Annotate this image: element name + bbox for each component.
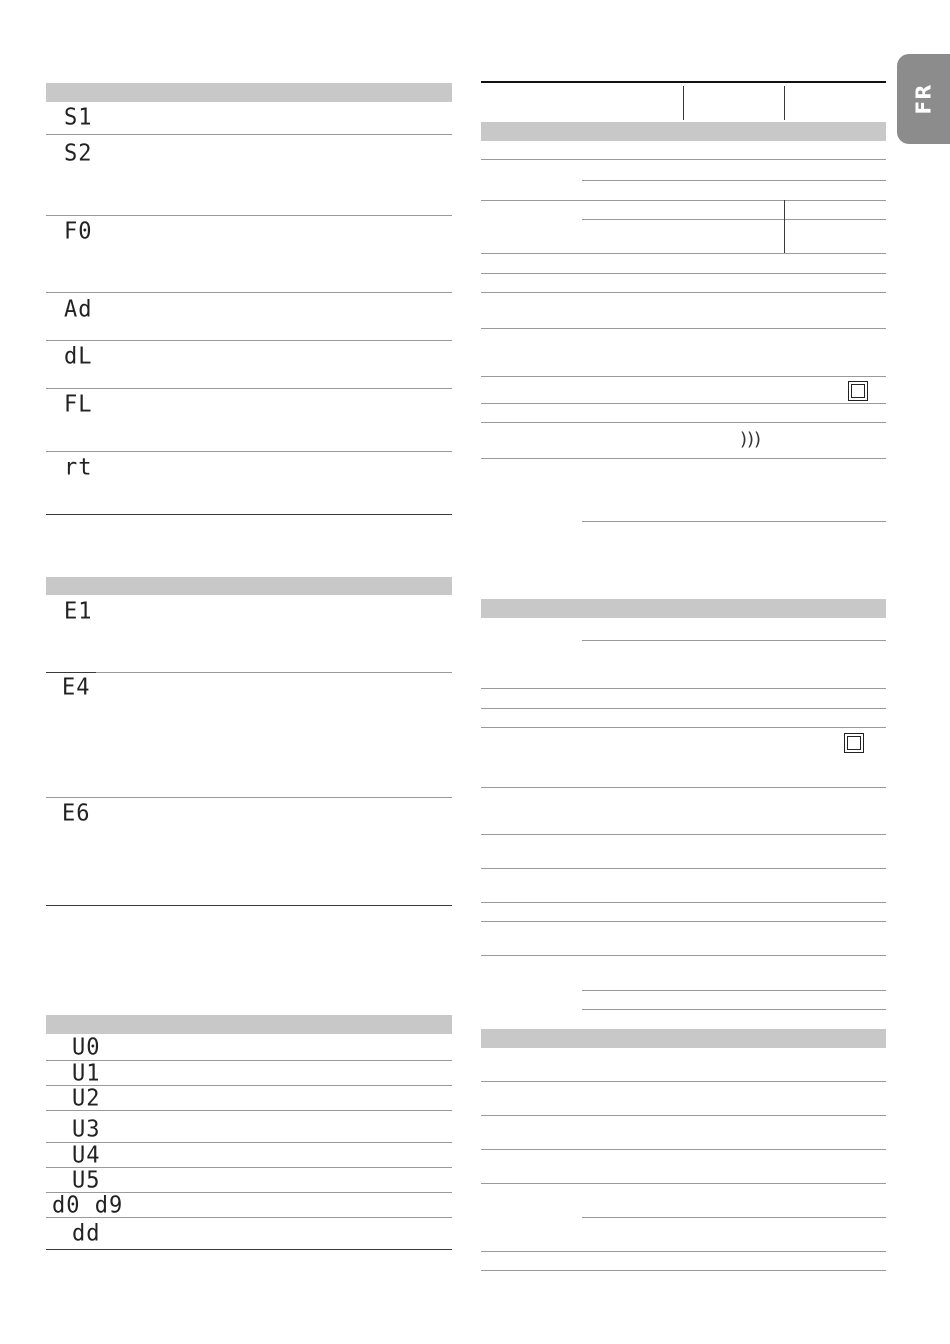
code-u3: U3 — [72, 1116, 101, 1143]
code-u2: U2 — [72, 1085, 101, 1112]
code-fl: FL — [64, 391, 93, 418]
code-u5: U5 — [72, 1167, 101, 1194]
code-d0-d9: d0 d9 — [52, 1192, 124, 1219]
sound-waves-icon: ))) — [740, 429, 762, 450]
code-u0: U0 — [72, 1034, 101, 1061]
code-dd: dd — [72, 1220, 101, 1247]
table-header — [46, 577, 452, 595]
table-header — [46, 1015, 452, 1034]
code-s1: S1 — [64, 104, 93, 131]
code-e1: E1 — [64, 598, 93, 625]
language-tab[interactable] — [897, 54, 950, 144]
code-rt: rt — [64, 454, 93, 481]
code-s2: S2 — [64, 140, 93, 167]
code-u4: U4 — [72, 1142, 101, 1169]
code-dl: dL — [64, 343, 93, 370]
code-e6: E6 — [62, 800, 91, 827]
section-header — [481, 1029, 886, 1048]
section-header — [481, 122, 886, 141]
double-insulation-icon — [844, 733, 864, 753]
code-e4: E4 — [62, 674, 91, 701]
language-tab-label: FR — [911, 83, 936, 115]
double-insulation-icon — [848, 381, 868, 401]
code-f0: F0 — [64, 218, 93, 245]
code-u1: U1 — [72, 1060, 101, 1087]
section-header — [481, 599, 886, 618]
code-ad: Ad — [64, 296, 93, 323]
table-header — [46, 83, 452, 102]
